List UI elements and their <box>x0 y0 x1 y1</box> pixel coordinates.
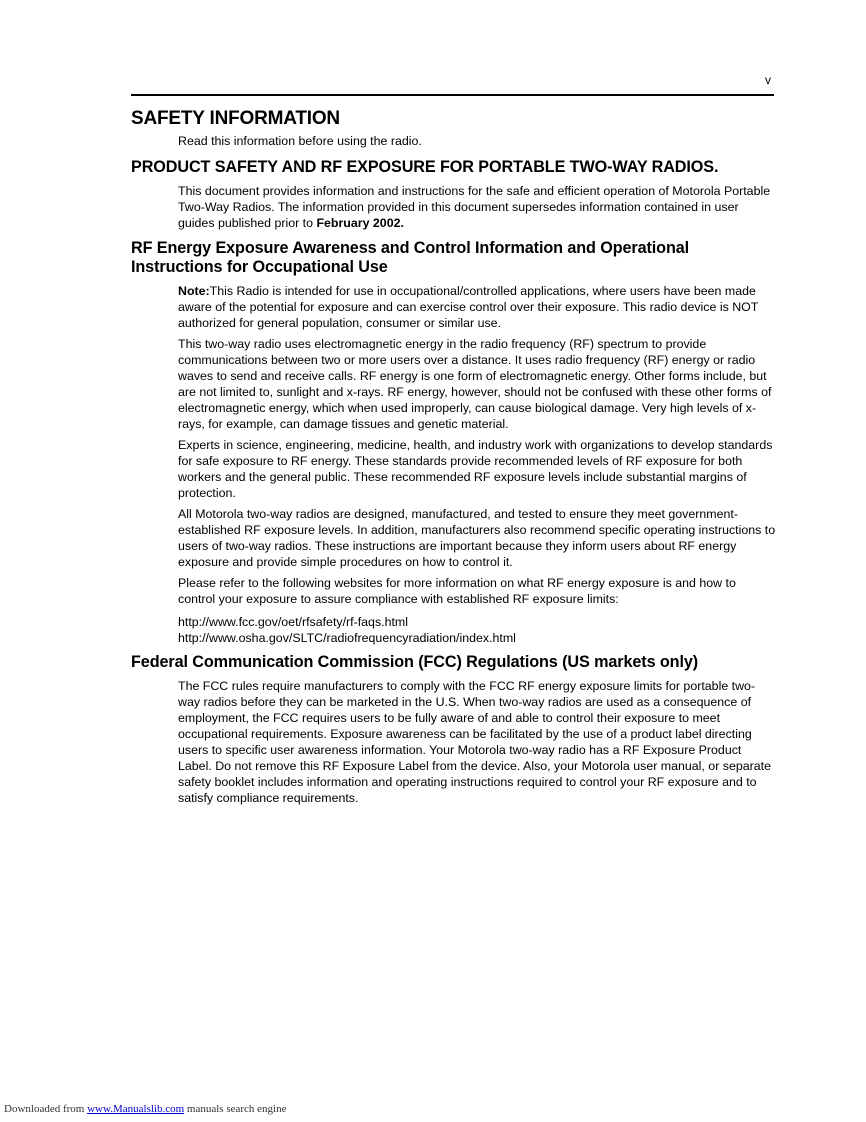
manualslib-link[interactable]: www.Manualslib.com <box>87 1103 185 1115</box>
note-text: This Radio is intended for use in occupational/controlled applications, where users have been made aware of the potential for exposure and can exercise control over their exposure. This radio device is NOT authorized for general population, consumer or similar use. <box>178 284 759 330</box>
rf-paragraph-2: Experts in science, engineering, medicine, health, and industry work with organizations to develop standards for safe exposure to RF energy. These standards provide recommended levels of RF exposure for both workers and the general public. These recommended RF exposure levels include substantial margins of protection. <box>178 438 773 500</box>
url-osha[interactable]: http://www.osha.gov/SLTC/radiofrequencyradiation/index.html <box>178 631 516 645</box>
rf-heading-line2: Instructions for Occupational Use <box>131 258 388 276</box>
fcc-paragraph: The FCC rules require manufacturers to comply with the FCC RF energy exposure limits for portable two-way radios before they can be marketed in the U.S. When two-way radios are used as a consequence of employment, the FCC requires users to be fully aware of and able to control their exposure to meet occupational requirements. Exposure awareness can be facilitated by the use of a product label directing users to specific user awareness information. Your Motorola two-way radio has a RF Exposure Product Label. Do not remove this RF Exposure Label from the device. Also, your Motorola user manual, or separate safety booklet includes information and operating instructions required to control your RF exposure and to satisfy compliance requirements. <box>178 679 771 805</box>
url-fcc[interactable]: http://www.fcc.gov/oet/rfsafety/rf-faqs.html <box>178 615 408 629</box>
header-rule <box>131 94 774 96</box>
product-paragraph-date: February 2002. <box>316 216 404 230</box>
product-safety-heading: PRODUCT SAFETY AND RF EXPOSURE FOR PORTABLE TWO-WAY RADIOS. <box>131 158 719 176</box>
page-number: v <box>765 73 771 87</box>
download-footer <box>4 1103 286 1115</box>
fcc-heading: Federal Communication Commission (FCC) Regulations (US markets only) <box>131 653 699 671</box>
product-paragraph-text: This document provides information and instructions for the safe and efficient operation of Motorola Portable Two-Way Radios. The information provided in this document supersedes information contained in user guides published prior to <box>178 184 771 230</box>
url-list <box>178 614 776 646</box>
rf-paragraph-3: All Motorola two-way radios are designed, manufactured, and tested to ensure they meet government-established RF exposure levels. In addition, manufacturers also recommend specific operating instructions to users of two-way radios. These instructions are important because they inform users about RF energy exposure and provide simple procedures on how to control it. <box>178 507 776 569</box>
rf-exposure-heading <box>131 239 776 277</box>
note-paragraph <box>178 283 776 331</box>
rf-heading-line1: RF Energy Exposure Awareness and Control Information and Operational <box>131 239 690 257</box>
intro-text: Read this information before using the radio. <box>178 134 422 148</box>
page-title: SAFETY INFORMATION <box>131 108 340 129</box>
footer-suffix: manuals search engine <box>184 1103 287 1115</box>
rf-paragraph-4: Please refer to the following websites for more information on what RF energy exposure is and how to control your exposure to assure compliance with established RF exposure limits: <box>178 576 736 606</box>
product-paragraph <box>178 183 776 231</box>
note-label: Note: <box>178 284 210 298</box>
footer-prefix: Downloaded from <box>4 1103 88 1115</box>
document-body <box>131 107 776 806</box>
rf-paragraph-1: This two-way radio uses electromagnetic energy in the radio frequency (RF) spectrum to provide communications between two or more users over a distance. It uses radio frequency (RF) energy or radio waves to send and receive calls. RF energy is one form of electromagnetic energy. Other forms include, but are not limited to, sunlight and x-rays. RF energy, however, should not be confused with these other forms of electromagnetic energy, which when used improperly, can cause biological damage. Very high levels of x-rays, for example, can damage tissues and genetic material. <box>178 337 772 431</box>
